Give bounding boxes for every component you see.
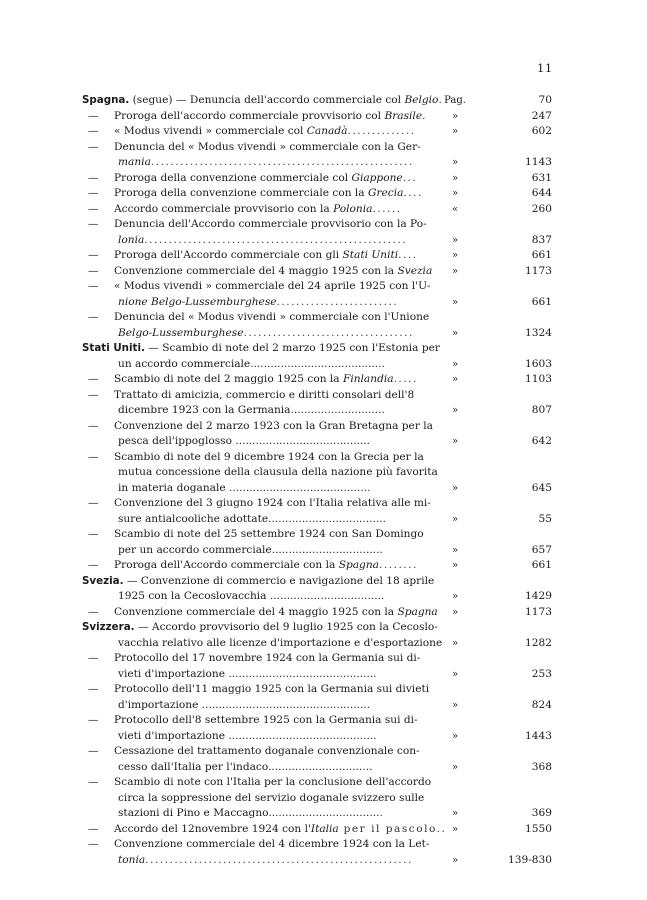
entry-dash: — (88, 822, 99, 835)
entry-text: Proroga dell'Accordo commerciale con gli (114, 249, 343, 261)
page-marker: » (451, 110, 459, 122)
page-reference: 70 (538, 94, 552, 106)
toc-entry (82, 171, 552, 187)
entry-text-continued: 1925 con la Cecoslovacchia .................................. (118, 590, 385, 602)
entry-text: Convenzione commerciale del 4 dicembre 1924 con la Let- (114, 838, 430, 850)
page-reference: 368 (531, 760, 552, 773)
entry-text-continued: cesso dall'Italia per l'indaco............................... (118, 760, 373, 773)
page-marker: » (451, 854, 459, 866)
page-reference: 55 (538, 512, 552, 525)
entry-dash: — (88, 311, 99, 323)
entry-country: tonia (118, 853, 146, 866)
page-marker: » (451, 699, 459, 711)
page-marker: » (451, 188, 459, 199)
toc-entry (82, 496, 552, 527)
page-marker: » (451, 637, 459, 649)
entry-leader: ..... (393, 373, 418, 385)
entry-country: Italia (310, 822, 339, 835)
page-reference: 1173 (525, 264, 552, 277)
entry-text: — Accordo provvisorio del 9 luglio 1925 con la Cecoslo- (137, 621, 438, 633)
toc-entry (82, 341, 552, 372)
entry-dash: — (88, 714, 99, 726)
toc-entry (82, 93, 552, 109)
entry-text-continued: per un accordo commerciale................................. (118, 543, 383, 556)
page-marker: » (451, 730, 459, 742)
entry-leader: ... (402, 171, 418, 184)
entry-country: Brasile (384, 109, 423, 122)
page-reference: 1429 (525, 590, 552, 602)
entry-text: Accordo commerciale provvisorio con la (114, 202, 334, 215)
page-reference: 661 (531, 295, 552, 308)
entry-dash: — (88, 202, 99, 215)
entry-dash: — (88, 528, 99, 540)
page-reference: 369 (531, 807, 552, 819)
entry-dash: — (88, 776, 99, 788)
entry-text: (segue) — Denuncia dell'accordo commerciale col (132, 94, 405, 106)
entry-country: lonia (118, 233, 145, 246)
page-reference: 807 (531, 404, 552, 416)
entry-country: nione Belgo-Lussemburghese (118, 295, 277, 308)
entry-dash: — (88, 683, 99, 695)
page-marker: » (451, 482, 459, 494)
toc-entry (82, 372, 552, 388)
page-marker: » (451, 327, 459, 339)
entry-text-continued: ......................... (276, 295, 399, 308)
entry-dash: — (88, 559, 99, 571)
page-marker: » (451, 296, 459, 308)
entry-text: Denuncia del « Modus vivendi » commerciale con l'Unione (114, 311, 430, 323)
toc-entry (82, 202, 552, 218)
page-marker: » (451, 405, 459, 416)
entry-dash: — (88, 125, 99, 137)
entry-text-continued: mutua concessione della clausula della nazione più favorita (118, 466, 438, 478)
entry-country: Stati Uniti (342, 249, 399, 261)
toc-entry (82, 527, 552, 558)
page-marker: » (451, 358, 459, 370)
entry-dash: — (88, 171, 99, 184)
page-marker: » (451, 265, 459, 277)
entry-country: Spagna (397, 605, 438, 618)
page-reference: 837 (531, 233, 552, 246)
entry-text: Accordo del 12novembre 1924 con l' (114, 822, 311, 835)
page-reference: 642 (531, 435, 552, 447)
toc-entry (82, 713, 552, 744)
entry-text: Trattato di amicizia, commercio e diritti consolari dell'8 (114, 388, 415, 401)
entry-country: Giappone (351, 171, 403, 184)
page-reference: 661 (531, 249, 552, 261)
page-marker: » (451, 250, 459, 261)
toc-entry (82, 744, 552, 775)
page-reference: 1103 (525, 373, 552, 385)
section-heading: Svizzera. (82, 621, 135, 633)
toc-entry (82, 248, 552, 264)
toc-entry (82, 651, 552, 682)
page-marker: » (451, 668, 459, 680)
entry-text-continued: d'importazione .................................................. (118, 698, 371, 711)
page-reference: 1173 (525, 605, 552, 618)
entry-text: Proroga dell'accordo commerciale provvisorio col (114, 109, 385, 122)
page-reference: 1443 (525, 729, 552, 742)
entry-dash: — (88, 109, 99, 122)
section-heading: Spagna. (82, 94, 130, 106)
page-marker: » (451, 436, 459, 447)
entry-text-continued: ...................................................... (150, 156, 414, 168)
entry-text: — Convenzione di commercio e navigazione del 18 aprile (126, 574, 435, 587)
page-reference: 824 (531, 698, 552, 711)
toc-entry (82, 822, 552, 838)
entry-dash: — (88, 450, 99, 463)
entry-country: Belgio (404, 94, 439, 106)
entry-dash: — (88, 218, 99, 230)
entry-text: Proroga dell'Accordo commerciale con la (114, 559, 339, 571)
entry-text: Protocollo del 17 novembre 1924 con la Germania sui di- (114, 652, 421, 664)
entry-country: mania (118, 156, 151, 168)
entry-dash: — (88, 838, 99, 850)
entry-text-continued: vieti d'importazione ............................................ (118, 667, 377, 680)
entry-text: « Modus vivendi » commerciale col (114, 125, 307, 137)
entry-leader: .... (403, 187, 423, 199)
page-marker: » (451, 808, 459, 819)
entry-dash: — (88, 497, 99, 509)
page-marker: » (451, 544, 459, 556)
page-marker: « (451, 203, 459, 215)
entry-dash: — (88, 264, 99, 277)
entry-country: Svezia (397, 264, 433, 277)
section-heading: Svezia. (82, 574, 124, 587)
entry-dash: — (88, 745, 99, 757)
toc-entry (82, 140, 552, 171)
entry-country: Canadà (306, 125, 348, 137)
page-marker: » (451, 374, 459, 385)
entry-dash: — (88, 249, 99, 261)
page-reference: 657 (531, 543, 552, 556)
page-marker: » (451, 823, 459, 835)
entry-text: « Modus vivendi » commerciale del 24 aprile 1925 con l'U- (114, 280, 431, 292)
entry-country: Finlandia (342, 373, 394, 385)
page-reference: 139-830 (507, 853, 552, 866)
page-reference: 1324 (525, 326, 552, 339)
page-marker: » (451, 234, 459, 246)
entry-leader: . (438, 94, 444, 106)
toc-entry (82, 388, 552, 419)
entry-leader: .............. (347, 125, 416, 137)
toc-entry (82, 264, 552, 280)
toc-entry (82, 186, 552, 202)
page-reference: 1282 (525, 636, 552, 649)
entry-text: Convenzione del 2 marzo 1923 con la Gran Bretagna per la (114, 419, 433, 432)
page-reference: 1603 (525, 357, 552, 370)
page-reference: 253 (531, 667, 552, 680)
entry-text-continued: ................................... (243, 326, 414, 339)
page-marker: Pag. (444, 95, 466, 106)
entry-text-continued: vacchia relativo alle licenze d'importazione e d'esportazione (118, 636, 443, 649)
entry-text: Scambio di note con l'Italia per la conclusione dell'accordo (114, 776, 432, 788)
entry-leader: ...... (372, 202, 402, 215)
entry-text: Convenzione commerciale del 4 maggio 1925 con la (114, 264, 398, 277)
entry-dash: — (88, 419, 99, 432)
entry-dash: — (88, 280, 99, 292)
entry-dash: — (88, 187, 99, 199)
toc-entry (82, 310, 552, 341)
toc-entry (82, 574, 552, 605)
toc-entry (82, 450, 552, 497)
entry-text-continued: in materia doganale .......................................... (118, 481, 371, 494)
entry-country: Polonia (333, 202, 373, 215)
entry-text-continued: stazioni di Pino e Maccagno.................................. (118, 807, 383, 819)
page-reference: 644 (531, 187, 552, 199)
entry-dash: — (88, 140, 99, 153)
page-marker: » (451, 761, 459, 773)
page-reference: 645 (531, 481, 552, 494)
entry-text-continued: sure antialcooliche adottate................................... (118, 512, 386, 525)
entry-text: Proroga della convenzione commerciale col (114, 171, 352, 184)
entry-text: Protocollo dell'8 settembre 1925 con la Germania sui di- (114, 714, 418, 726)
page-marker: » (451, 157, 459, 168)
page-reference: 247 (531, 109, 552, 122)
entry-leader: ........ (378, 559, 418, 571)
toc-entry (82, 109, 552, 125)
page-reference: 1550 (525, 822, 552, 835)
entry-dash: — (88, 605, 99, 618)
toc-entry (82, 558, 552, 574)
entry-text: Denuncia del « Modus vivendi » commerciale con la Ger- (114, 140, 421, 153)
page-marker: » (451, 591, 459, 602)
section-heading: Stati Uniti. (82, 342, 145, 354)
entry-text: — Scambio di note del 2 marzo 1925 con l'Estonia per (148, 342, 440, 354)
page-reference: 661 (531, 559, 552, 571)
entry-dash: — (88, 652, 99, 664)
entry-text-continued: dicembre 1923 con la Germania............................ (118, 404, 385, 416)
toc-entry (82, 419, 552, 450)
entry-text-continued: vieti d'importazione ............................................ (118, 729, 377, 742)
toc-entry (82, 682, 552, 713)
entry-country: Belgo-Lussemburghese (118, 326, 244, 339)
entry-text: Cessazione del trattamento doganale convenzionale con- (114, 745, 420, 757)
page-reference: 260 (531, 202, 552, 215)
entry-text: Scambio di note del 2 maggio 1925 con la (114, 373, 343, 385)
entry-text-continued: pesca dell'ippoglosso ........................................ (118, 435, 371, 447)
entry-dash: — (88, 388, 99, 401)
page-marker: » (451, 513, 459, 525)
page-reference: 631 (531, 171, 552, 184)
entry-text: Scambio di note del 25 settembre 1924 con San Domingo (114, 528, 424, 540)
toc-entry (82, 217, 552, 248)
page-marker: » (451, 172, 459, 184)
page-number: 11 (537, 61, 553, 75)
entry-leader: per il pascolo.. (338, 822, 447, 835)
entry-text-continued: ...................................................... (144, 233, 408, 246)
toc-entry (82, 620, 552, 651)
entry-country: Spagna (338, 559, 379, 571)
toc-entry (82, 279, 552, 310)
entry-dash: — (88, 373, 99, 385)
entry-text: Protocollo dell'11 maggio 1925 con la Germania sui divieti (114, 683, 430, 695)
page-reference: 1143 (525, 156, 552, 168)
table-of-contents (82, 93, 552, 868)
page-marker: » (451, 606, 459, 618)
entry-text-continued: circa la soppressione del servizio doganale svizzero sulle (118, 791, 425, 804)
toc-entry (82, 124, 552, 140)
entry-country: Grecia (367, 187, 404, 199)
entry-text: Scambio di note del 9 dicembre 1924 con la Grecia per la (114, 450, 424, 463)
entry-text: Convenzione del 3 giugno 1924 con l'Italia relativa alle mi- (114, 497, 431, 509)
page-marker: » (451, 126, 459, 137)
page-reference: 602 (531, 125, 552, 137)
page-marker: » (451, 560, 459, 571)
entry-text: Proroga della convenzione commerciale con la (114, 187, 368, 199)
toc-entry (82, 605, 552, 621)
entry-leader: . (422, 109, 427, 122)
toc-entry (82, 775, 552, 822)
entry-leader: .... (398, 249, 418, 261)
entry-text-continued: ....................................................... (145, 853, 413, 866)
entry-text: Convenzione commerciale del 4 maggio 1925 con la (114, 605, 398, 618)
entry-text-continued: un accordo commerciale........................................ (118, 357, 385, 370)
toc-entry (82, 837, 552, 868)
entry-text: Denuncia dell'Accordo commerciale provvisorio con la Po- (114, 218, 427, 230)
